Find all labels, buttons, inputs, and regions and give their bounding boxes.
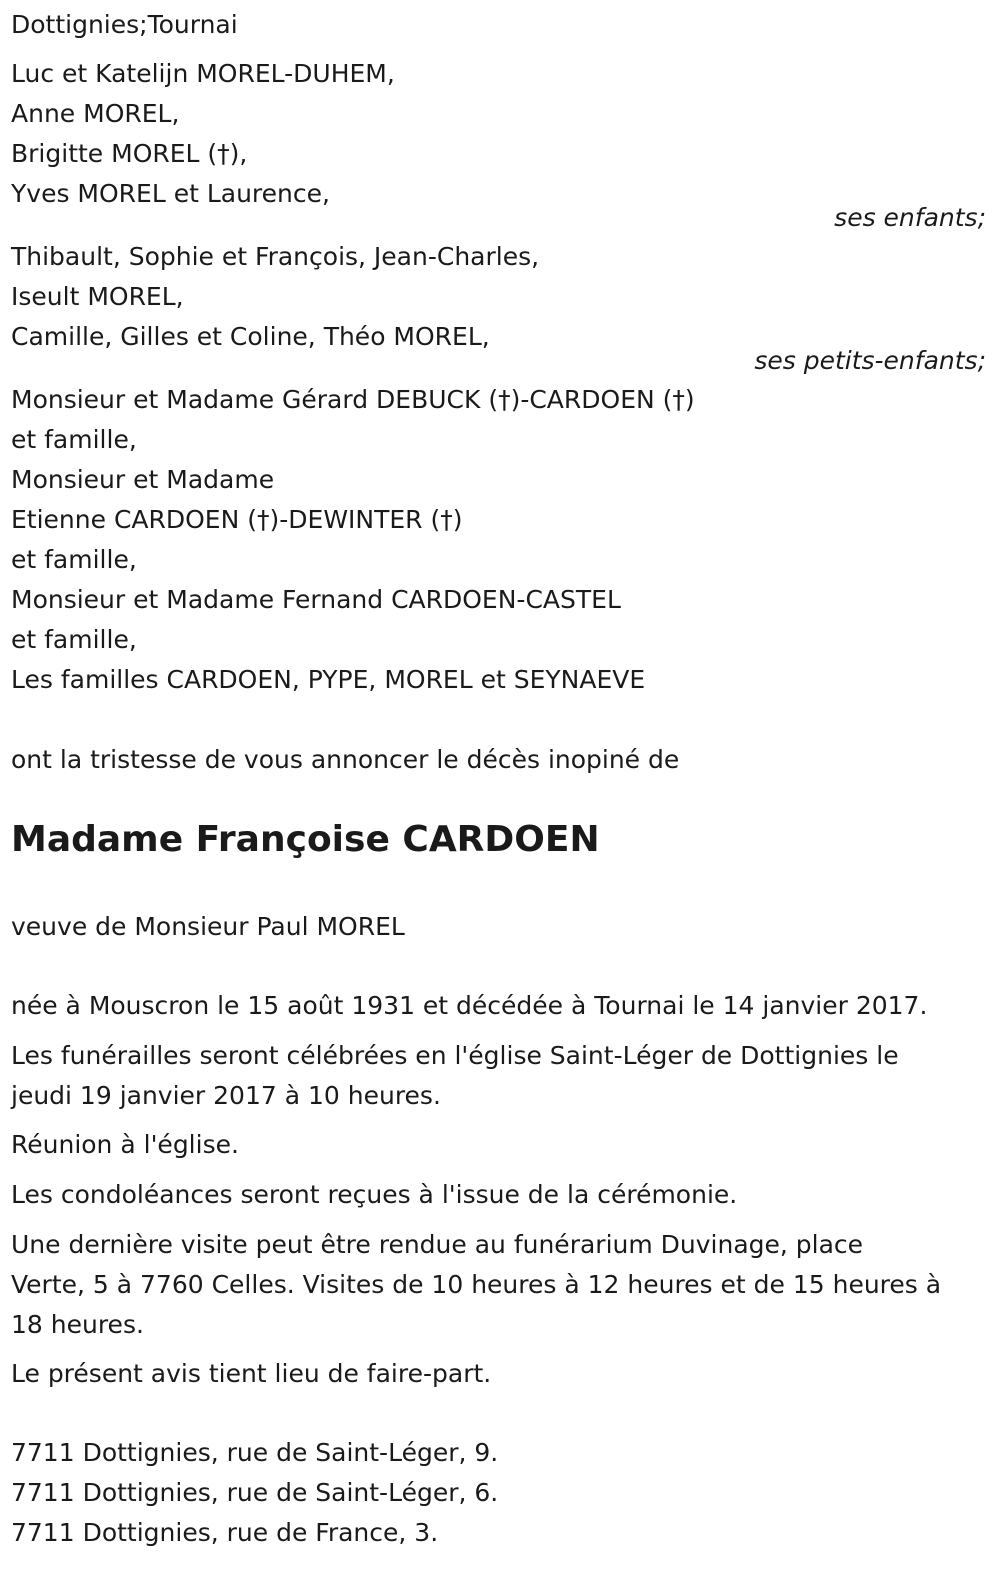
announcement: ont la tristesse de vous annoncer le décès inopiné de: [11, 745, 680, 774]
family-line: Monsieur et Madame: [11, 465, 275, 494]
funeral-line: Les funérailles seront célébrées en l'église Saint-Léger de Dottignies le: [11, 1041, 899, 1070]
visit-line: Verte, 5 à 7760 Celles. Visites de 10 heures à 12 heures et de 15 heures à: [11, 1270, 942, 1299]
family-line: et famille,: [11, 425, 137, 454]
deceased-name: Madame Françoise CARDOEN: [11, 819, 600, 860]
birth-death: née à Mouscron le 15 août 1931 et décédée à Tournai le 14 janvier 2017.: [11, 991, 928, 1020]
family-line: Etienne CARDOEN (†)-DEWINTER (†): [11, 505, 463, 534]
widow-of: veuve de Monsieur Paul MOREL: [11, 912, 405, 941]
family-line: et famille,: [11, 545, 137, 574]
condolences: Les condoléances seront reçues à l'issue de la cérémonie.: [11, 1180, 738, 1209]
visit-line: 18 heures.: [11, 1310, 144, 1339]
family-line: et famille,: [11, 625, 137, 654]
address-line: 7711 Dottignies, rue de Saint-Léger, 6.: [11, 1478, 499, 1507]
meeting: Réunion à l'église.: [11, 1130, 239, 1159]
grandchild-line: Camille, Gilles et Coline, Théo MOREL,: [11, 322, 490, 351]
visit-line: Une dernière visite peut être rendue au funérarium Duvinage, place: [11, 1230, 864, 1259]
grandchild-line: Thibault, Sophie et François, Jean-Charles,: [11, 242, 540, 271]
children-role: ses enfants;: [834, 203, 986, 232]
funeral-line: jeudi 19 janvier 2017 à 10 heures.: [11, 1081, 441, 1110]
location-header: Dottignies;Tournai: [11, 10, 238, 39]
child-line: Yves MOREL et Laurence,: [11, 179, 330, 208]
address-line: 7711 Dottignies, rue de Saint-Léger, 9.: [11, 1438, 499, 1467]
family-line: Les familles CARDOEN, PYPE, MOREL et SEYNAEVE: [11, 665, 646, 694]
notice: Le présent avis tient lieu de faire-part.: [11, 1359, 492, 1388]
family-line: Monsieur et Madame Gérard DEBUCK (†)-CARDOEN (†): [11, 385, 695, 414]
child-line: Luc et Katelijn MOREL-DUHEM,: [11, 59, 395, 88]
grandchild-line: Iseult MOREL,: [11, 282, 184, 311]
child-line: Brigitte MOREL (†),: [11, 139, 248, 168]
family-line: Monsieur et Madame Fernand CARDOEN-CASTEL: [11, 585, 621, 614]
grandchildren-role: ses petits-enfants;: [754, 346, 986, 375]
child-line: Anne MOREL,: [11, 99, 180, 128]
address-line: 7711 Dottignies, rue de France, 3.: [11, 1518, 439, 1547]
